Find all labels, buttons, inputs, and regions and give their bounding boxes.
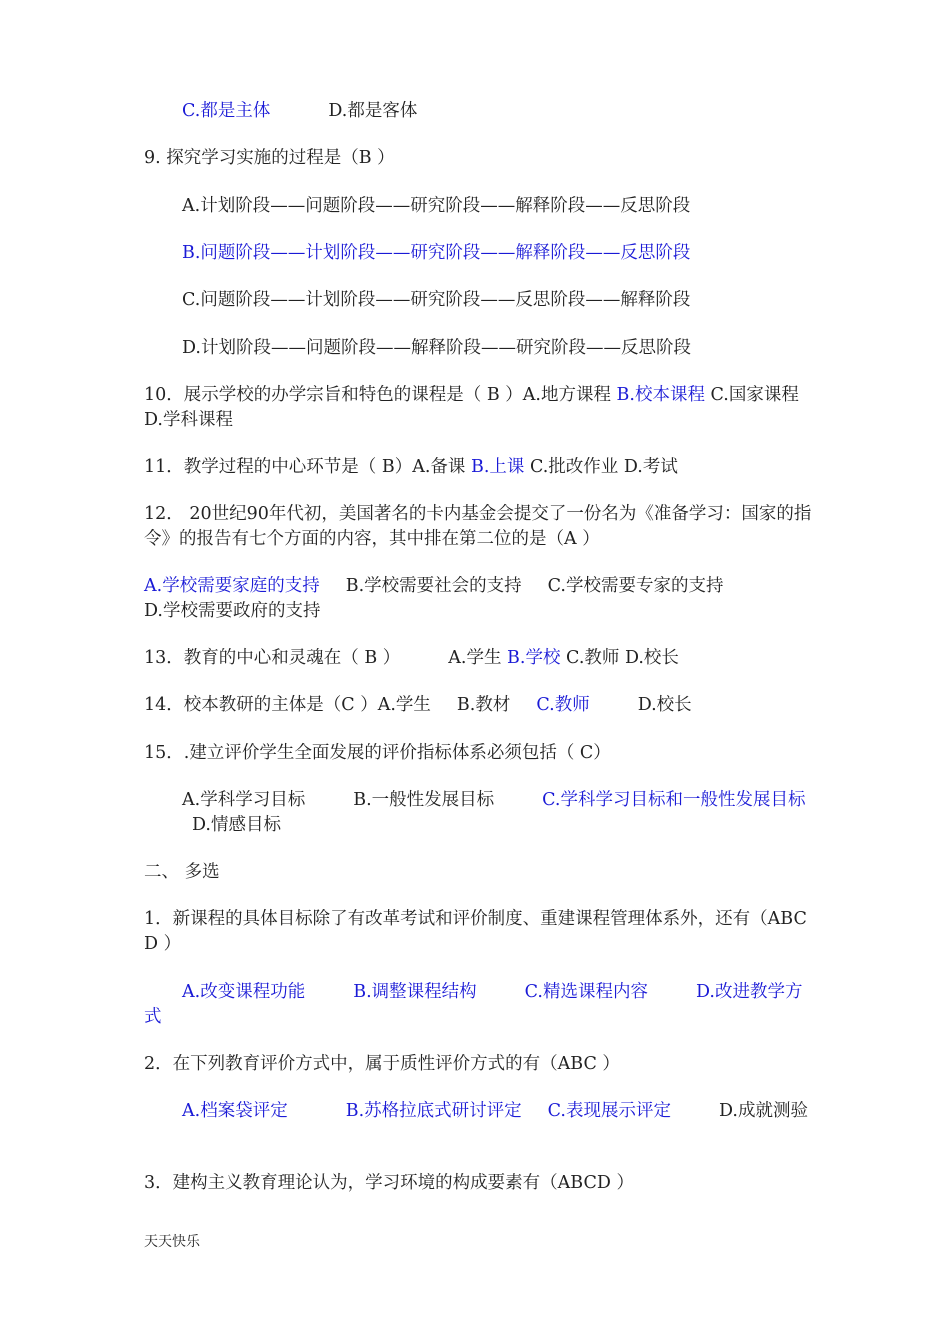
q15-option-b: B.一般性发展目标 [353, 790, 495, 810]
m1-option-a: A.改变课程功能 [182, 982, 306, 1002]
q13 [144, 646, 812, 671]
q13-stem: 13．教育的中心和灵魂在（ B ） [144, 648, 401, 668]
q9-option-c: C.问题阶段——计划阶段——研究阶段——反思阶段——解释阶段 [182, 290, 691, 310]
q10-stem: 10．展示学校的办学宗旨和特色的课程是（ B ）A.地方课程 [144, 385, 617, 405]
q12-option-c: C.学校需要专家的支持 [547, 576, 724, 596]
q10-option-b: B.校本课程 [616, 385, 705, 405]
m1-option-c: C.精选课程内容 [524, 982, 648, 1002]
q9-option-a: A.计划阶段——问题阶段——研究阶段——解释阶段——反思阶段 [182, 196, 691, 216]
q9-stem: 9. 探究学习实施的过程是（B ） [144, 148, 395, 168]
m1-option-d: D.改进教学方式 [144, 982, 803, 1027]
q12-options [144, 574, 812, 624]
m2-option-d: D.成就测验 [718, 1101, 808, 1121]
q8-option-c: C.都是主体 [182, 101, 271, 121]
q8-options [182, 99, 850, 124]
m2-options [144, 1099, 812, 1124]
m1-stem: 1．新课程的具体目标除了有改革考试和评价制度、重建课程管理体系外，还有（ABCD ） [144, 909, 807, 954]
q11-option-b: B.上课 [470, 457, 525, 477]
q13-options-rest: C.教师 D.校长 [560, 648, 679, 668]
m2-option-a: A.档案袋评定 [182, 1101, 288, 1121]
q11-stem: 11．教学过程的中心环节是（ B）A.备课 [144, 457, 471, 477]
q14 [144, 693, 812, 718]
m1-options [144, 980, 812, 1030]
q12-stem: 12． 20世纪90年代初，美国著名的卡内基金会提交了一份名为《准备学习：国家的指令》的报告有七个方面的内容，其中排在第二位的是（A ） [144, 504, 812, 549]
q9-option-b: B.问题阶段——计划阶段——研究阶段——解释阶段——反思阶段 [182, 243, 691, 263]
q14-stem: 14．校本教研的主体是（C ）A.学生 [144, 695, 431, 715]
q10-options-rest: C.国家课程 D.学科课程 [144, 385, 799, 430]
q11 [144, 455, 812, 480]
q15-stem: 15．.建立评价学生全面发展的评价指标体系必须包括（ C） [144, 743, 611, 763]
q12-option-d: D.学校需要政府的支持 [144, 601, 321, 621]
section-title-multiple-choice: 二、 多选 [144, 862, 220, 882]
q15-options [144, 788, 812, 838]
q14-option-c: C.教师 [536, 695, 590, 715]
q9-option-d: D.计划阶段——问题阶段——解释阶段——研究阶段——反思阶段 [182, 338, 691, 358]
m2-option-c: C.表现展示评定 [547, 1101, 671, 1121]
q15-option-a: A.学科学习目标 [182, 790, 306, 810]
q11-options-rest: C.批改作业 D.考试 [524, 457, 678, 477]
q15-option-c: C.学科学习目标和一般性发展目标 [542, 790, 806, 810]
q13-option-b: B.学校 [507, 648, 561, 668]
q8-option-d: D.都是客体 [328, 101, 418, 121]
q15-option-d: D.情感目标 [192, 815, 281, 835]
m2-option-b: B.苏格拉底式研讨评定 [345, 1101, 522, 1121]
m1-option-b: B.调整课程结构 [353, 982, 477, 1002]
m3-stem: 3．建构主义教育理论认为，学习环境的构成要素有（ABCD ） [144, 1173, 634, 1193]
q12-option-b: B.学校需要社会的支持 [345, 576, 522, 596]
m2-stem: 2．在下列教育评价方式中，属于质性评价方式的有（ABC ） [144, 1054, 620, 1074]
page-footer: 天天快乐 [144, 1234, 200, 1250]
q12-option-a: A.学校需要家庭的支持 [144, 576, 320, 596]
q10 [144, 383, 812, 433]
q14-option-b: B.教材 [456, 695, 511, 715]
q14-option-d: D.校长 [637, 695, 692, 715]
q13-option-a: A.学生 [448, 648, 502, 668]
